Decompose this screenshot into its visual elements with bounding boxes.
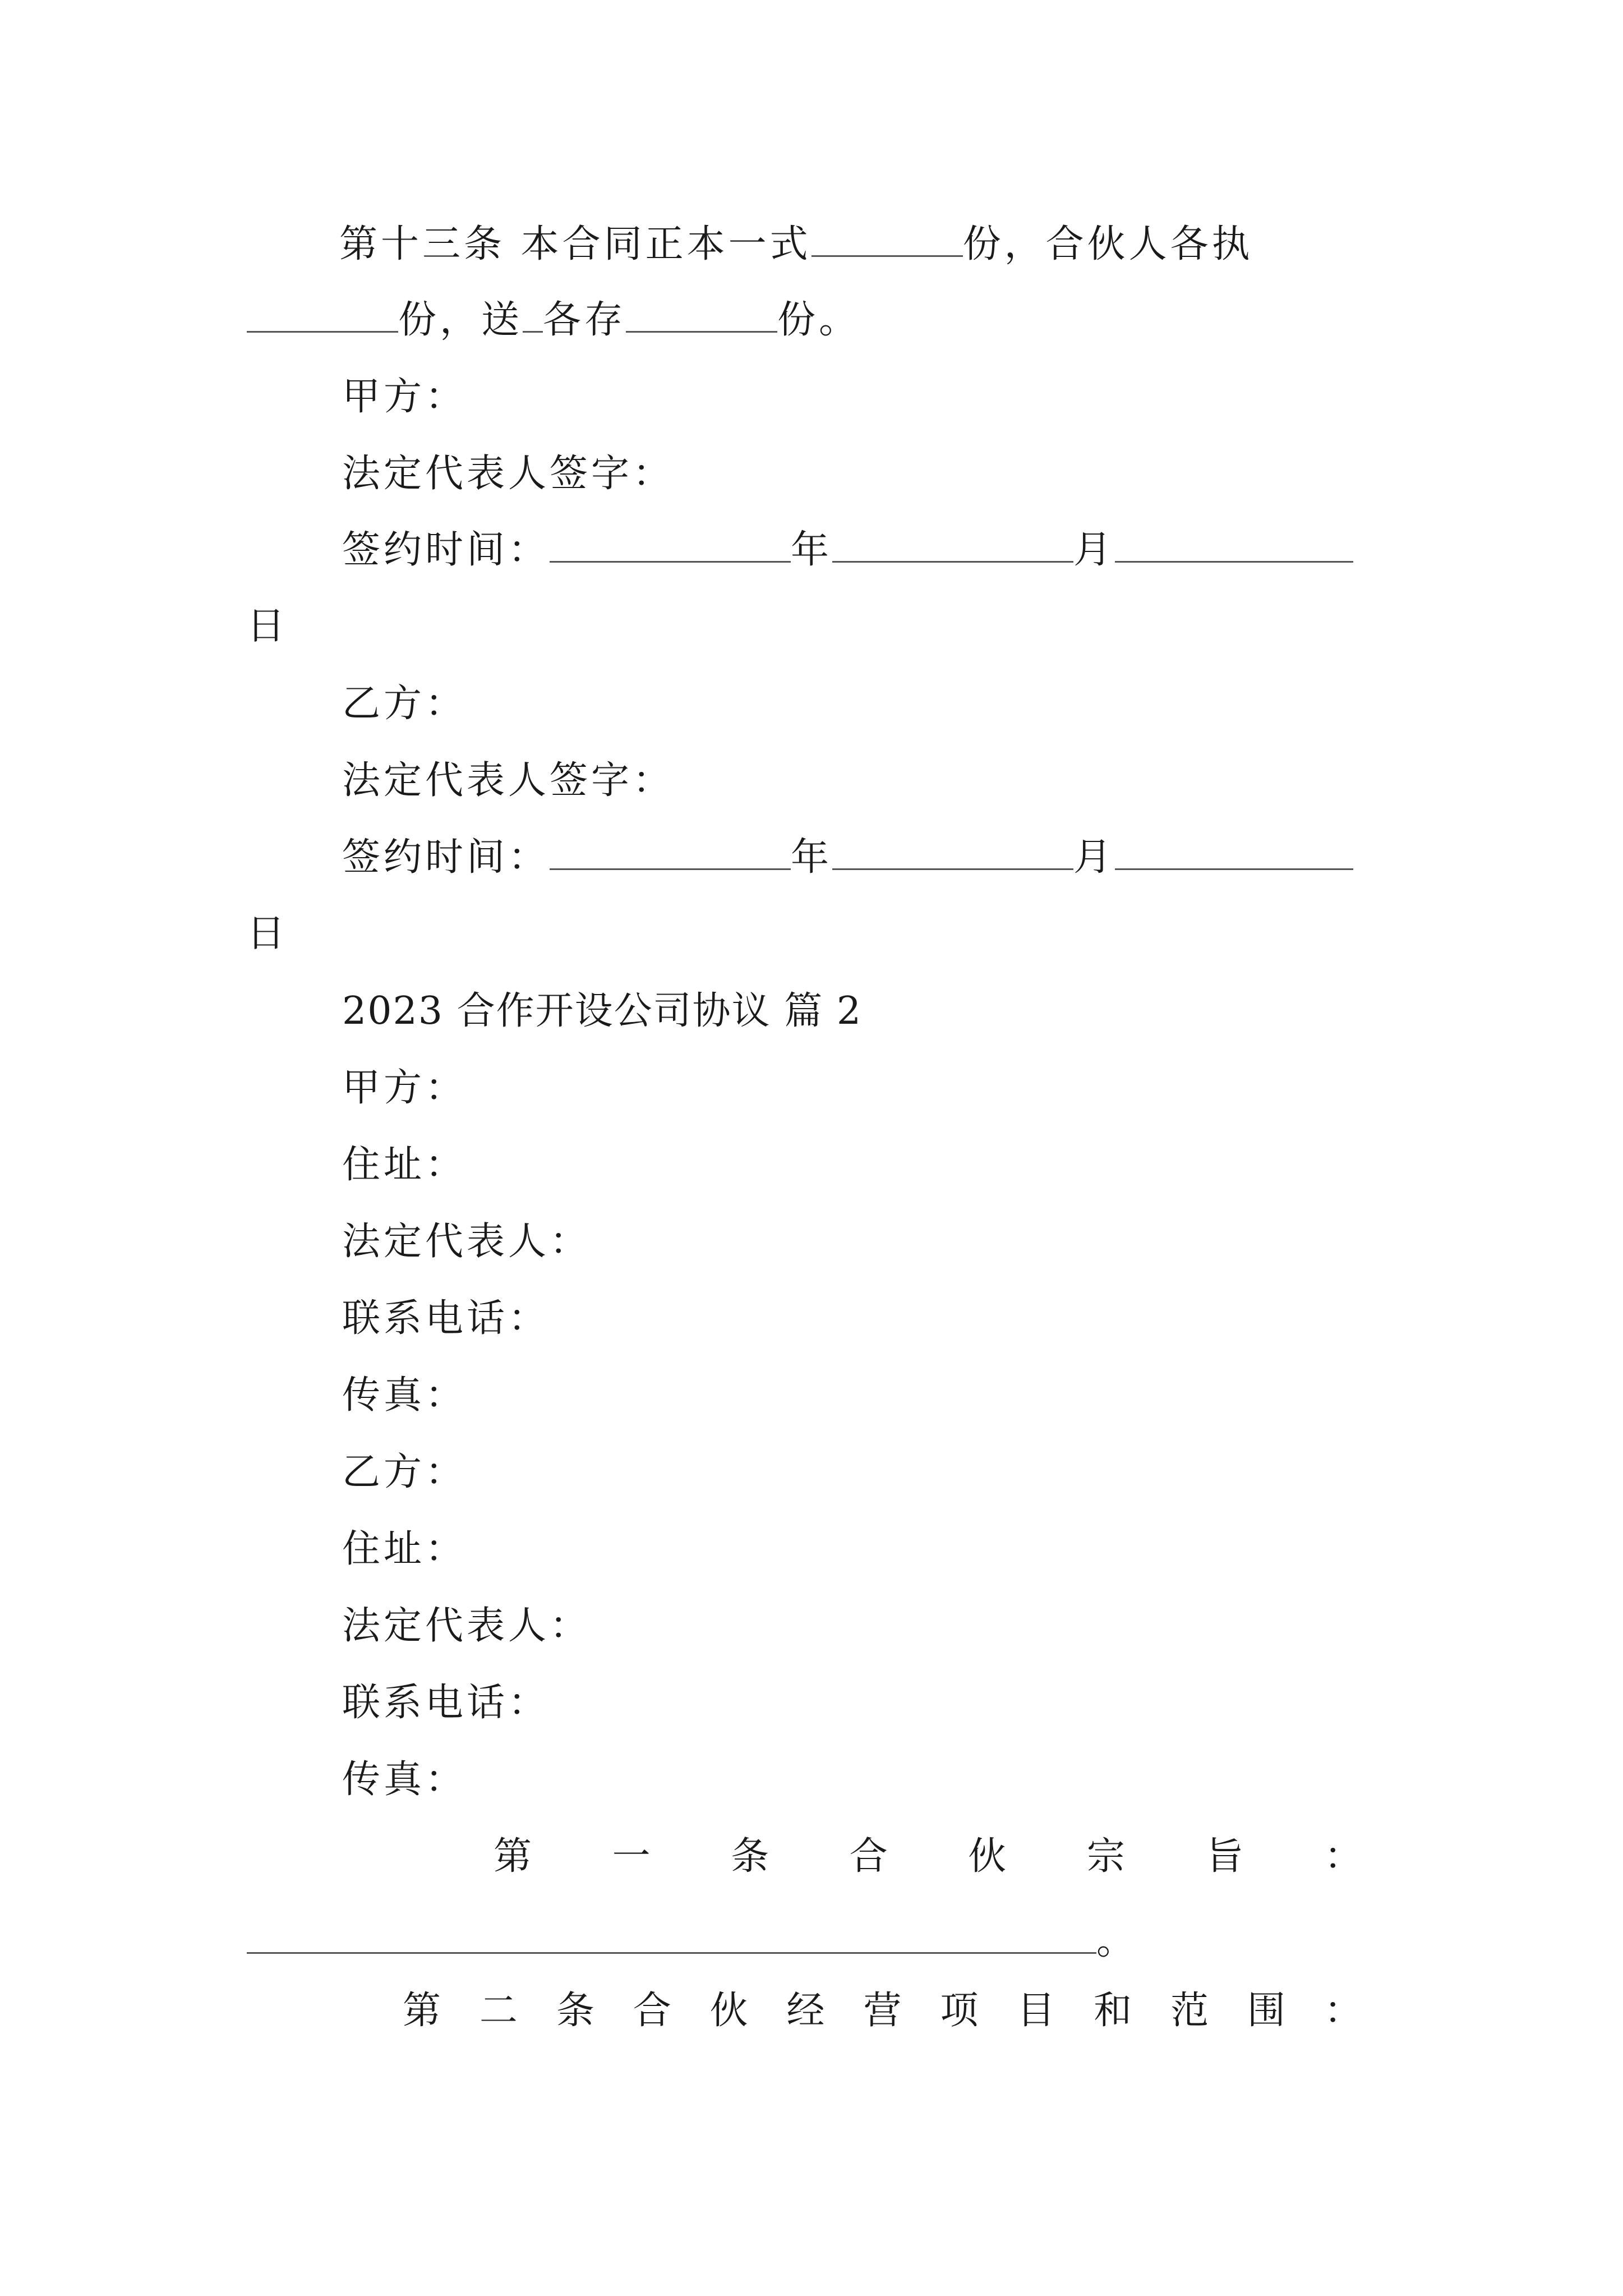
article-2-char: 合 [633,1989,671,2033]
article-1-heading [494,1834,1362,1879]
p2-legal-rep-a-label: 法定代表人： [342,1220,592,1264]
article-1-char: 合 [849,1834,888,1879]
article-2-char: 第 [403,1989,441,2033]
legal-sign-b-label: 法定代表人签字： [342,758,675,803]
store-copies-blank[interactable] [626,297,777,333]
article-13-text-3: 份，送 [398,298,523,342]
send-blank[interactable] [523,297,543,333]
day-blank-a[interactable] [1115,527,1353,563]
p2-address-b-label: 住址： [342,1527,467,1571]
year-blank-a[interactable] [550,527,791,563]
article-1-char: 一 [612,1834,651,1879]
article-1-char: 旨 [1205,1834,1244,1879]
article-2-char: 经 [786,1989,825,2033]
month-label-a: 月 [1073,528,1115,572]
each-copies-blank[interactable] [247,297,398,333]
copies-blank[interactable] [811,222,963,257]
article-2-char: ： [1324,1989,1362,2033]
p2-legal-rep-b-label: 法定代表人： [342,1604,592,1648]
month-blank-b[interactable] [832,835,1073,870]
article-2-heading [403,1989,1362,2033]
article-1-char: ： [1324,1834,1362,1879]
p2-address-a-label: 住址： [342,1143,467,1187]
p2-party-a-label: 甲方： [342,1066,467,1110]
article-13-line-2 [247,297,860,343]
p2-party-b-label: 乙方： [342,1450,467,1494]
p2-phone-b-label: 联系电话： [342,1681,550,1725]
article-1-char: 伙 [968,1834,1007,1879]
year-label-a: 年 [791,528,833,572]
sign-time-a-label: 签约时间： [342,528,550,572]
article-13-text-4: 各存 [543,298,626,342]
article-2-char: 条 [556,1989,594,2033]
article-2-char: 营 [863,1989,902,2033]
article-1-char: 第 [494,1834,532,1879]
article-1-char: 宗 [1086,1834,1125,1879]
article-13-line-1 [339,222,1253,267]
article-2-char: 围 [1247,1989,1285,2033]
sign-time-b [342,835,1353,880]
sign-time-b-label: 签约时间： [342,835,550,880]
legal-sign-a-label: 法定代表人签字： [342,452,675,496]
year-blank-b[interactable] [550,835,791,870]
article-13-text-5: 份。 [777,298,861,342]
party-a-label: 甲方： [342,375,467,419]
party-b-label: 乙方： [342,682,467,726]
article-2-char: 伙 [709,1989,748,2033]
day-label-b: 日 [247,912,289,956]
section-title: 2023 合作开设公司协议 篇 2 [342,989,863,1033]
month-label-b: 月 [1073,835,1115,880]
day-blank-b[interactable] [1115,835,1353,870]
article-2-char: 目 [1017,1989,1055,2033]
year-label-b: 年 [791,835,833,880]
article-1-end: 。 [1096,1919,1138,1963]
day-label-a: 日 [247,604,289,648]
article-2-char: 二 [479,1989,518,2033]
article-2-char: 和 [1094,1989,1132,2033]
p2-phone-a-label: 联系电话： [342,1296,550,1341]
article-13-text-2: 份，合伙人各执 [962,222,1253,266]
article-2-char: 范 [1170,1989,1209,2033]
article-1-char: 条 [731,1834,769,1879]
p2-fax-b-label: 传真： [342,1757,467,1802]
article-1-fill-line [247,1918,1138,1964]
p2-fax-a-label: 传真： [342,1373,467,1418]
purpose-blank[interactable] [247,1918,1096,1954]
sign-time-a [342,527,1353,573]
article-2-char: 项 [940,1989,979,2033]
article-13-text: 第十三条 本合同正本一式 [339,222,811,266]
month-blank-a[interactable] [832,527,1073,563]
